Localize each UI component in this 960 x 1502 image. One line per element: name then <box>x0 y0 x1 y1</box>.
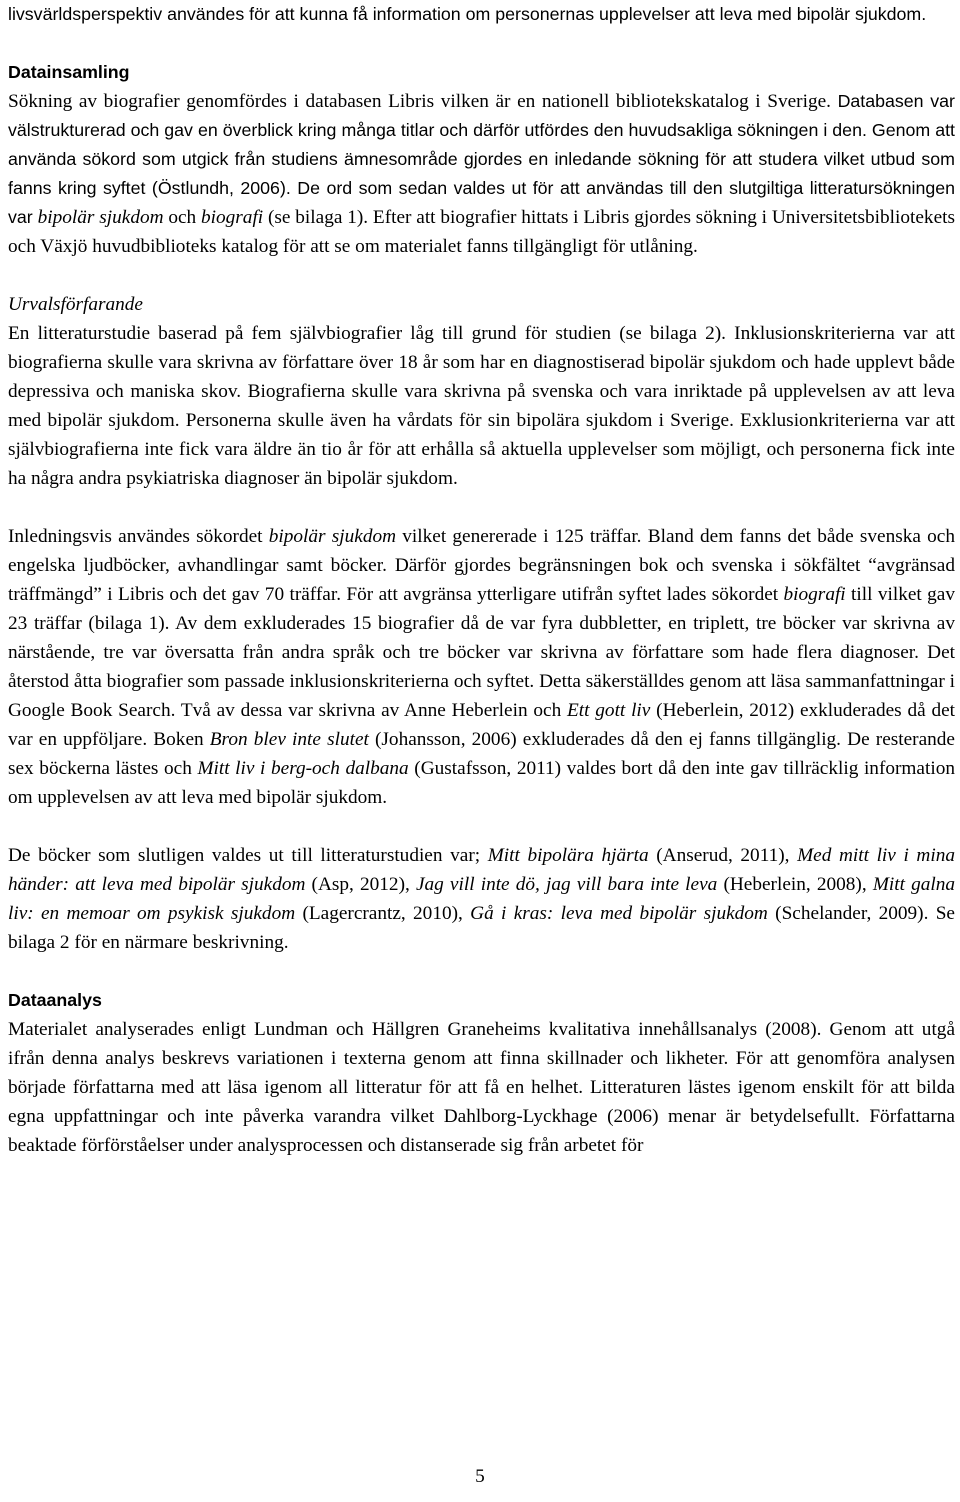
intro-text: livsvärldsperspektiv användes för att kunna få information om personernas upplevelser att leva med bipolär sjukdom. <box>8 4 927 24</box>
inledning-a: Inledningsvis användes sökordet <box>8 526 269 547</box>
bocker-e: (Asp, 2012), <box>305 874 416 895</box>
datainsamling-s3e: (se bilaga 1). Efter att biografier hittats i Libris gjordes sökning i Universitetsbibliotekets och Växjö huvudbiblioteks katalog för att se om materialet fanns tillgängligt för utlåning. <box>8 207 955 257</box>
heading-dataanalys: Dataanalys <box>8 990 102 1010</box>
bocker-a: De böcker som slutligen valdes ut till litteraturstudien var; <box>8 845 488 866</box>
datainsamling-s1: Sökning av biografier genomfördes i databasen Libris vilken är en nationell bibliotekskatalog i Sverige. <box>8 91 838 112</box>
inledning-book-ett-gott-liv: Ett gott liv <box>567 700 651 721</box>
inledning-paragraph <box>8 522 955 812</box>
book-mitt-bipolara-hjarta: Mitt bipolära hjärta <box>487 845 649 866</box>
inledning-book-bron: Bron blev inte slutet <box>209 729 369 750</box>
book-med-mitt-liv: Med mitt liv i mina händer: att leva med bipolär sjukdom <box>8 845 955 895</box>
bocker-c: (Anserud, 2011), <box>648 845 798 866</box>
datainsamling-term-bipolar: bipolär sjukdom <box>37 207 164 228</box>
bocker-k: (Schelander, 2009). Se bilaga 2 för en närmare beskrivning. <box>8 903 955 953</box>
bocker-paragraph <box>8 841 955 957</box>
datainsamling-s2: Databasen var välstrukturerad och gav en överblick kring många titlar och därför utfördes den huvudsakliga sökningen i den. Genom att använda sökord som utgick från studiens ämnesområde gjordes en inledande sökning för att studera vilket utbud som fanns kring syftet (Östlundh, 2006). <box>8 91 955 198</box>
inledning-k: (Gustafsson, 2011) valdes bort då den inte gav tillräcklig information om upplevelsen av att leva med bipolär sjukdom. <box>8 758 955 808</box>
heading-datainsamling: Datainsamling <box>8 62 130 82</box>
book-ga-i-kras: Gå i kras: leva med bipolär sjukdom <box>470 903 768 924</box>
inledning-c: vilket genererade i 125 träffar. Bland dem fanns det både svenska och engelska ljudböcker, avhandlingar samt böcker. Därför gjordes begränsningen bok och svenska i sökfältet “avgränsad träffmängd” i Libris och det gav 70 träffar. För att avgränsa ytterligare utifrån syftet lades sökordet <box>8 526 955 605</box>
page-number: 5 <box>475 1466 485 1487</box>
datainsamling-term-biografi: biografi <box>201 207 264 228</box>
bocker-g: (Heberlein, 2008), <box>717 874 873 895</box>
inledning-term-bipolar: bipolär sjukdom <box>268 526 397 547</box>
heading-urvalsforfarande: Urvalsförfarande <box>8 294 143 315</box>
inledning-term-biografi: biografi <box>783 584 846 605</box>
document-page <box>8 0 955 1160</box>
book-mitt-galna-liv: Mitt galna liv: en memoar om psykisk sjukdom <box>8 874 956 924</box>
urval-paragraph: En litteraturstudie baserad på fem självbiografier låg till grund för studien (se bilaga 2). Inklusionskriterierna var att biografierna skulle vara skrivna av författare över 18 år som har en diagnostiserad bipolär sjukdom och hade upplevt både depressiva och maniska skov. Biografierna skulle vara skrivna på svenska och vara inriktade på upplevelsen av att leva med bipolär sjukdom. Personerna skulle även ha vårdats för sin bipolära sjukdom i Sverige. Exklusionkriterierna var att självbiografierna inte fick vara äldre än tio år för att erhålla så aktuella upplevelser som möjligt, och personerna fick inte ha några andra psykiatriska diagnoser än bipolär sjukdom. <box>8 323 955 489</box>
book-jag-vill-inte-do: Jag vill inte dö, jag vill bara inte leva <box>415 874 718 895</box>
inledning-book-mitt-liv: Mitt liv i berg-och dalbana <box>197 758 409 779</box>
inledning-i: (Johansson, 2006) exkluderades då den ej fanns tillgänglig. De resterande sex böckerna lästes och <box>8 729 955 779</box>
datainsamling-s3c: och <box>163 207 202 228</box>
intro-paragraph <box>8 0 955 29</box>
inledning-e: till vilket gav 23 träffar (bilaga 1). Av dem exkluderades 15 biografier då de var fyra dubbletter, en triplett, tre böcker var skrivna av närstående, tre var översatta från andra språk och tre böcker var skrivna av författare som hade flera diagnoser. Det återstod åtta biografier som passade inklusionskriterierna och syftet. Detta säkerställdes genom att läsa sammanfattningar i Google Book Search. Två av dessa var skrivna av Anne Heberlein och <box>8 584 955 721</box>
datainsamling-paragraph <box>8 87 955 261</box>
datainsamling-s3a: De ord som sedan valdes ut för att användas till den slutgiltiga litteratursökningen var <box>8 178 956 227</box>
dataanalys-paragraph: Materialet analyserades enligt Lundman och Hällgren Graneheims kvalitativa innehållsanalys (2008). Genom att utgå ifrån denna analys beskrevs variationen i texterna genom att finna skillnader och likheter. För att genomföra analysen började författarna med att läsa igenom all litteratur för att få en helhet. Litteraturen lästes igenom enskilt för att bilda egna uppfattningar och inte påverka varandra vilket Dahlborg-Lyckhage (2006) menar är betydelsefullt. Författarna beaktade förförståelser under analysprocessen och distanserade sig från arbetet för <box>8 1019 955 1156</box>
inledning-g: (Heberlein, 2012) exkluderades då det var en uppföljare. Boken <box>8 700 956 750</box>
bocker-i: (Lagercrantz, 2010), <box>295 903 471 924</box>
